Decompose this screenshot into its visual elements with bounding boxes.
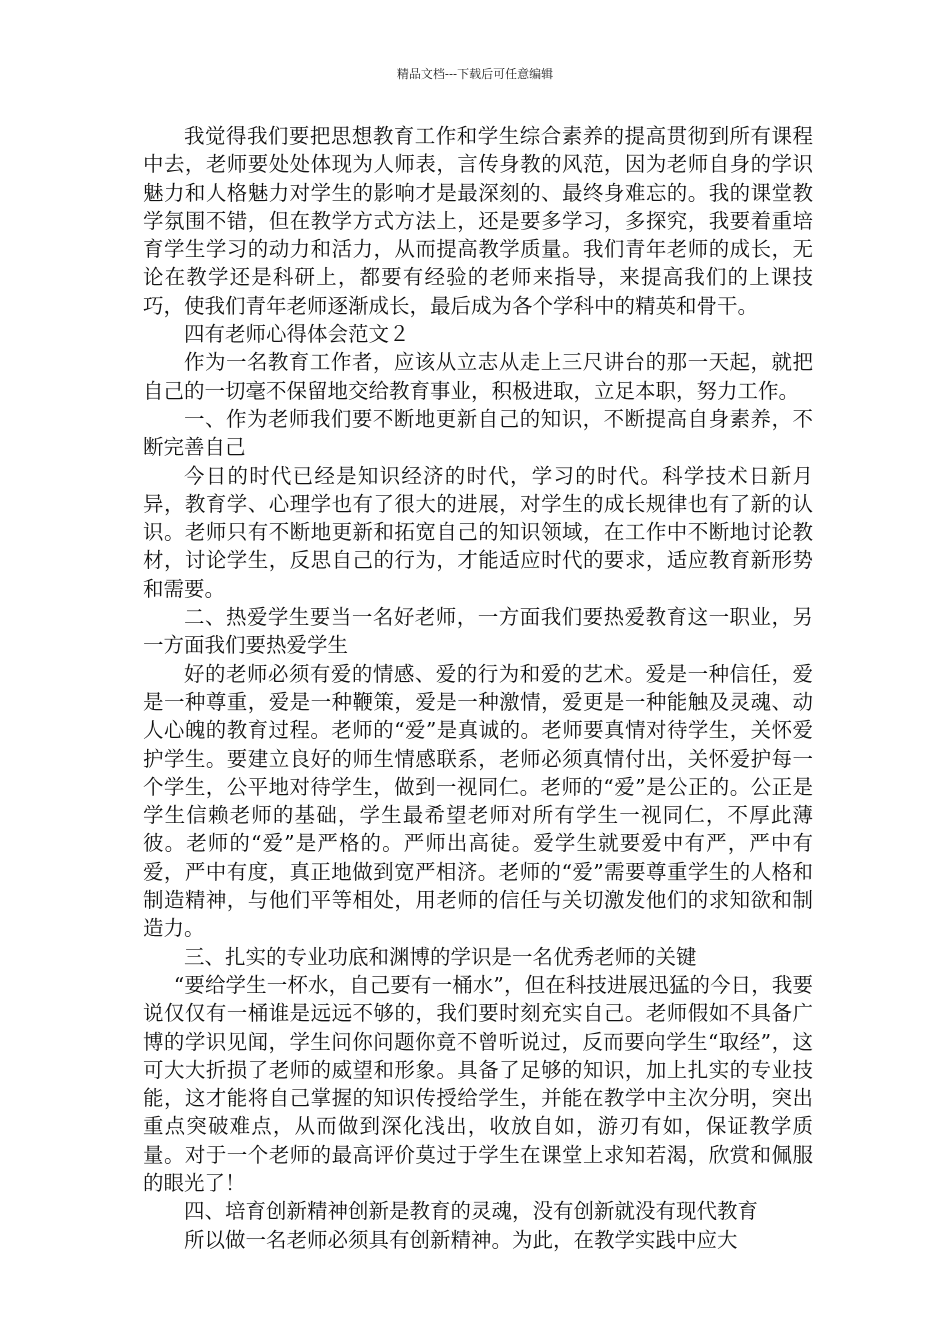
paragraph: 好的老师必须有爱的情感、爱的行为和爱的艺术。爱是一种信任，爱是一种尊重，爱是一种鞭策，爱是一种激情，爱更是一种能触及灵魂、动人心魄的教育过程。老师的“爱”是真诚的。老师要真情对待学生，关怀爱护学生。要建立良好的师生情感联系，老师必须真情付出，关怀爱护每一个学生，公平地对待学生，做到一视同仁。老师的“爱”是公正的。公正是学生信赖老师的基础，学生最希望老师对所有学生一视同仁，不厚此薄彼。老师的“爱”是严格的。严师出高徒。爱学生就要爱中有严，严中有爱，严中有度，真正地做到宽严相济。老师的“爱”需要尊重学生的人格和制造精神，与他们平等相处，用老师的信任与关切激发他们的求知欲和制造力。	[143, 661, 813, 941]
paragraph: “要给学生一杯水，自己要有一桶水”，但在科技进展迅猛的今日，我要说仅仅有一桶谁是远远不够的，我们要时刻充实自己。老师假如不具备广博的学识见闻，学生问你问题你竟不曾听说过，反而要向学生“取经”，这可大大折损了老师的威望和形象。具备了足够的知识，加上扎实的专业技能，这才能将自己掌握的知识传授给学生，并能在教学中主次分明，突出重点突破难点，从而做到深化浅出，收放自如，游刃有如，保证教学质量。对于一个老师的最高评价莫过于学生在课堂上求知若渴，欣赏和佩服的眼光了！	[143, 972, 813, 1195]
paragraph: 今日的时代已经是知识经济的时代，学习的时代。科学技术日新月异，教育学、心理学也有了很大的进展，对学生的成长规律也有了新的认识。老师只有不断地更新和拓宽自己的知识领域，在工作中不断地讨论教材，讨论学生，反思自己的行为，才能适应时代的要求，适应教育新形势和需要。	[143, 463, 813, 601]
paragraph: 所以做一名老师必须具有创新精神。为此，在教学实践中应大	[184, 1227, 738, 1252]
point-heading-4: 四、培育创新精神创新是教育的灵魂，没有创新就没有现代教育	[184, 1199, 758, 1224]
document-body	[143, 122, 813, 1254]
point-heading-1: 一、作为老师我们要不断地更新自己的知识，不断提高自身素养，不断完善自己	[143, 406, 813, 460]
point-heading-3: 三、扎实的专业功底和渊博的学识是一名优秀老师的关键	[184, 944, 697, 969]
section-title: 四有老师心得体会范文２	[184, 322, 410, 347]
point-heading-2: 二、热爱学生要当一名好老师，一方面我们要热爱教育这一职业，另一方面我们要热爱学生	[143, 605, 813, 658]
page-header: 精品文档---下载后可任意编辑	[396, 67, 554, 81]
paragraph-intro: 我觉得我们要把思想教育工作和学生综合素养的提高贯彻到所有课程中去，老师要处处体现为人师表，言传身教的风范，因为老师自身的学识魅力和人格魅力对学生的影响才是最深刻的、最终身难忘的。我的课堂教学氛围不错，但在教学方式方法上，还是要多学习，多探究，我要着重培育学生学习的动力和活力，从而提高教学质量。我们青年老师的成长，无论在教学还是科研上，都要有经验的老师来指导，来提高我们的上课技巧，使我们青年老师逐渐成长，最后成为各个学科中的精英和骨干。	[143, 124, 813, 318]
paragraph: 作为一名教育工作者，应该从立志从走上三尺讲台的那一天起，就把自己的一切毫不保留地交给教育事业，积极进取，立足本职，努力工作。	[143, 350, 813, 403]
